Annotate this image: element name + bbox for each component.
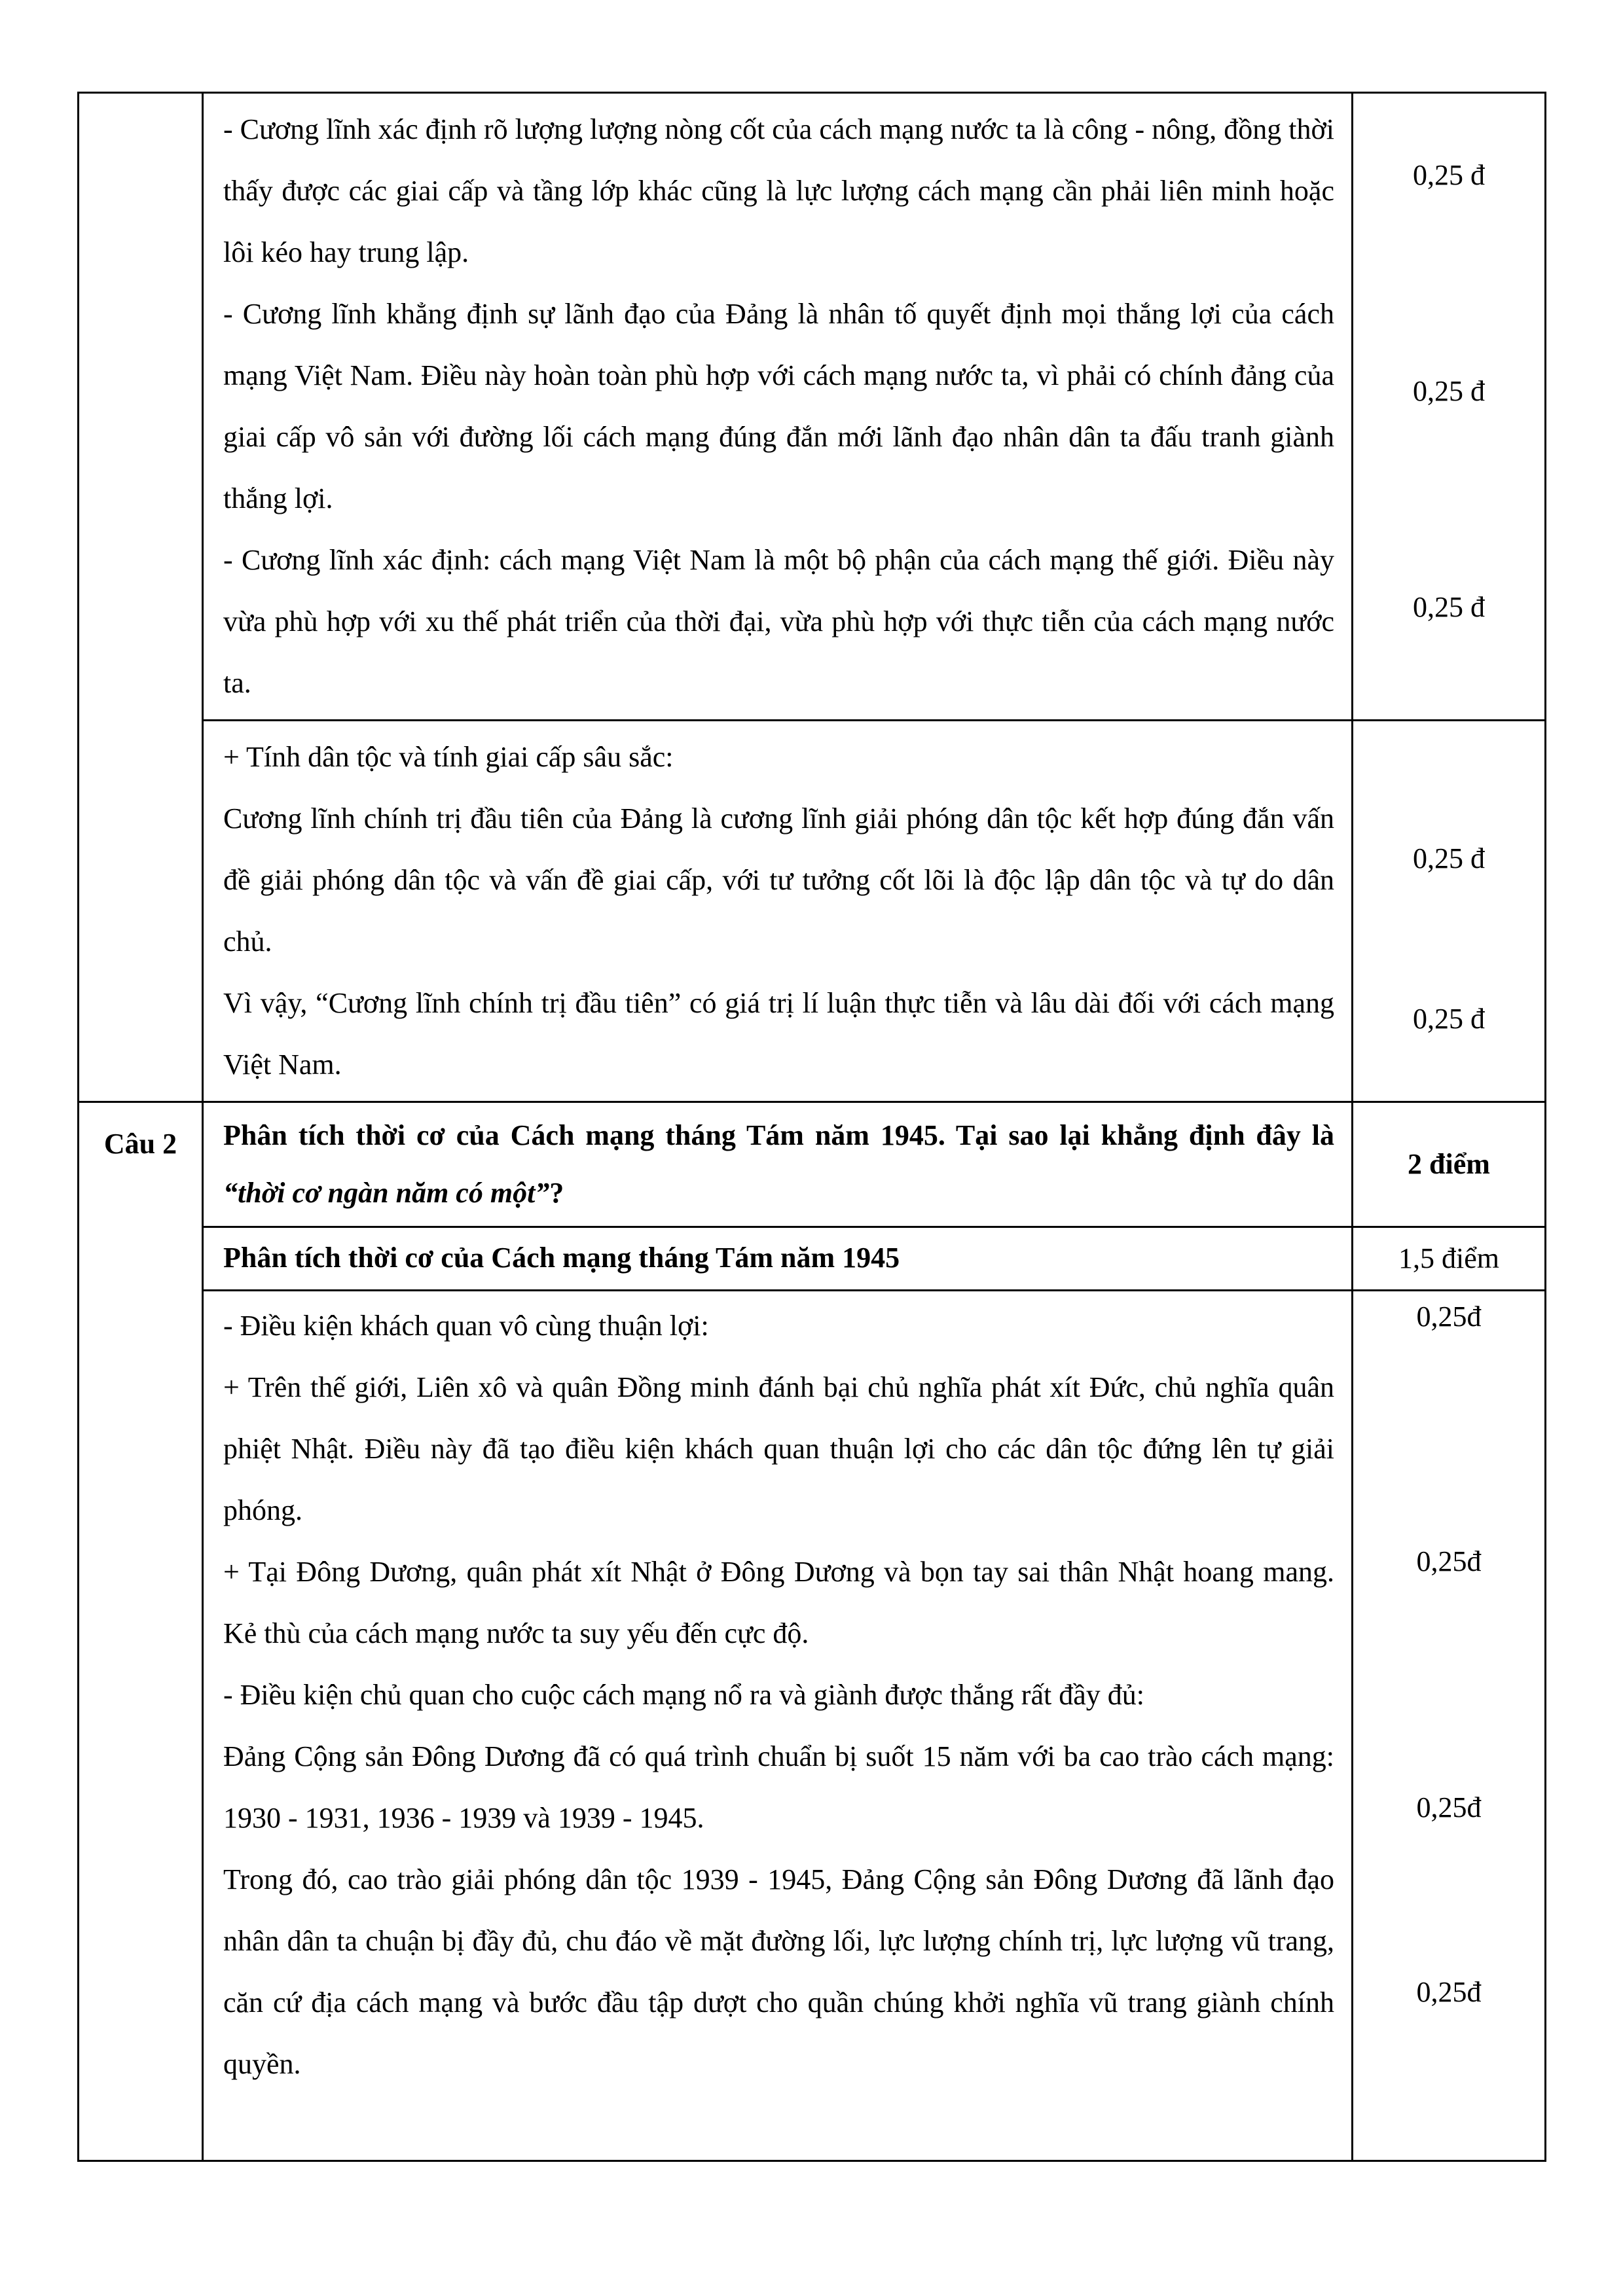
question-block-1 (79, 94, 1544, 1101)
question-title (223, 1107, 1334, 1222)
answer-paragraph: Đảng Cộng sản Đông Dương đã có quá trình chuẩn bị suốt 15 năm với ba cao trào cách mạng: 1930 - 1931, 1936 - 1939 và 1939 - 1945. (223, 1740, 1334, 1834)
points-value: 0,25 đ (1413, 375, 1485, 407)
question-number-cell (79, 1103, 204, 2160)
question-title-quote: “thời cơ ngàn năm có một” (223, 1177, 550, 1209)
question-block-2-sections (204, 1103, 1544, 2160)
points-cell (1351, 1228, 1544, 1289)
points-value: 0,25đ (1416, 1791, 1482, 1823)
answer-paragraph: - Điều kiện khách quan vô cùng thuận lợi: (223, 1310, 709, 1342)
points-value: 0,25đ (1416, 1300, 1482, 1333)
answer-content-cell (204, 1291, 1351, 2160)
answer-paragraph: + Tính dân tộc và tính giai cấp sâu sắc: (223, 741, 674, 773)
question-number-cell (79, 94, 204, 1101)
answer-section (204, 1289, 1544, 2160)
question-title-cell (204, 1103, 1351, 1226)
answer-paragraph: + Tại Đông Dương, quân phát xít Nhật ở Đông Dương và bọn tay sai thân Nhật hoang mang. Kẻ thù của cách mạng nước ta suy yếu đến cực độ. (223, 1556, 1334, 1649)
answer-paragraph: - Cương lĩnh xác định rõ lượng lượng nòng cốt của cách mạng nước ta là công - nông, đồng thời thấy được các giai cấp và tầng lớp khác cũng là lực lượng cách mạng cần phải liên minh hoặc lôi kéo hay trung lập. (223, 113, 1334, 268)
points-cell (1351, 1291, 1544, 2160)
question-title-end: ? (549, 1177, 564, 1209)
answer-section (204, 719, 1544, 1101)
subheading-section (204, 1226, 1544, 1289)
points-cell (1351, 1103, 1544, 1226)
subheading-text: Phân tích thời cơ của Cách mạng tháng Tám năm 1945 (223, 1242, 900, 1274)
answer-paragraph: Cương lĩnh chính trị đầu tiên của Đảng là cương lĩnh giải phóng dân tộc kết hợp đúng đắn vấn đề giải phóng dân tộc và vấn đề giai cấp, với tư tưởng cốt lõi là độc lập dân tộc và tự do dân chủ. (223, 802, 1334, 958)
points-value: 1,5 điểm (1398, 1242, 1499, 1274)
points-value: 0,25 đ (1413, 159, 1485, 191)
question-block-1-sections (204, 94, 1544, 1101)
question-title-section (204, 1103, 1544, 1226)
points-value: 0,25 đ (1413, 1003, 1485, 1035)
points-cell (1351, 721, 1544, 1101)
question-title-text: Phân tích thời cơ của Cách mạng tháng Tám năm 1945. Tại sao lại khẳng định đây là (223, 1119, 1334, 1151)
answer-paragraph: - Điều kiện chủ quan cho cuộc cách mạng nổ ra và giành được thắng rất đầy đủ: (223, 1679, 1144, 1711)
question-block-2 (79, 1101, 1544, 2160)
points-value: 2 điểm (1408, 1148, 1490, 1180)
points-value: 0,25đ (1416, 1976, 1482, 2008)
answer-table (77, 92, 1546, 2162)
question-number-label: Câu 2 (103, 1128, 177, 1160)
answer-content-cell (204, 94, 1351, 719)
answer-paragraph: Trong đó, cao trào giải phóng dân tộc 1939 - 1945, Đảng Cộng sản Đông Dương đã lãnh đạo nhân dân ta chuận bị đầy đủ, chu đáo về mặt đường lối, lực lượng chính trị, lực lượng vũ trang, căn cứ địa cách mạng và bước đầu tập dượt cho quần chúng khởi nghĩa vũ trang giành chính quyền. (223, 1863, 1334, 2080)
points-cell (1351, 94, 1544, 719)
points-value: 0,25đ (1416, 1545, 1482, 1577)
answer-paragraph: - Cương lĩnh khẳng định sự lãnh đạo của Đảng là nhân tố quyết định mọi thắng lợi của cách mạng Việt Nam. Điều này hoàn toàn phù hợp với cách mạng nước ta, vì phải có chính đảng của giai cấp vô sản với đường lối cách mạng đúng đắn mới lãnh đạo nhân dân ta đấu tranh giành thắng lợi. (223, 298, 1334, 514)
answer-section (204, 94, 1544, 719)
answer-paragraph: + Trên thế giới, Liên xô và quân Đồng minh đánh bại chủ nghĩa phát xít Đức, chủ nghĩa quân phiệt Nhật. Điều này đã tạo điều kiện khách quan thuận lợi cho các dân tộc đứng lên tự giải phóng. (223, 1371, 1334, 1526)
answer-paragraph: - Cương lĩnh xác định: cách mạng Việt Nam là một bộ phận của cách mạng thế giới. Điều này vừa phù hợp với xu thế phát triển của thời đại, vừa phù hợp với thực tiễn của cách mạng nước ta. (223, 544, 1334, 699)
subheading-cell (204, 1228, 1351, 1289)
answer-content-cell (204, 721, 1351, 1101)
answer-paragraph: Vì vậy, “Cương lĩnh chính trị đầu tiên” có giá trị lí luận thực tiễn và lâu dài đối với cách mạng Việt Nam. (223, 987, 1334, 1081)
points-value: 0,25 đ (1413, 842, 1485, 874)
points-value: 0,25 đ (1413, 591, 1485, 623)
